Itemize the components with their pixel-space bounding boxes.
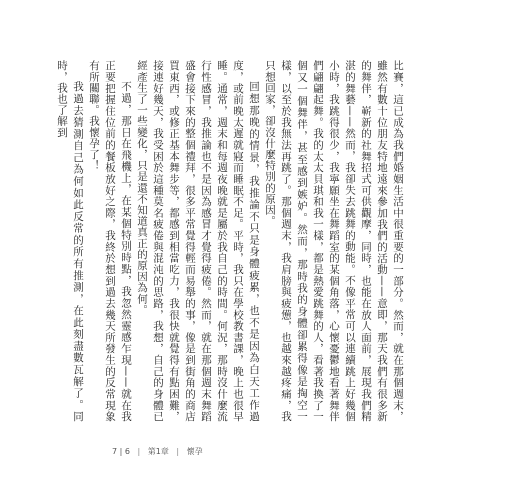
footer-separator: | [176, 447, 180, 456]
paragraph: 回想那晚的情景，我推論不只是身體疲累，也不是因為白天工作過度，或前晚太遲就寢而睡眠不足。平時，我只在學校教書課，晚上也很早睡。通常，週末和每週夜晚就是屬於我自己的時間。何況，那時沒什麼流行性感冒，我推論也不是因為感冒才覺得疲倦。然而，就在那個週末舞蹈盛會接下來的整個禮拜，很多平常覺得輕而易舉的事，像是到街角的商店買東西，或修正基本舞步等，都感到相當吃力，我很快就覺得有點困難，接連好幾天，我受困於這種莫名疲倦與混沌的思路，我想，自己的身體已經產生了一些變化，只是還不知道真正的原因為何。 [136, 60, 260, 422]
paragraph: 不過，那日在飛機上，在某個特別時點，我忽然靈感乍現——就在我正要把握住位前的餐板放好之際，我終於想到過去幾天所發生的反常現象有所關聯。我懷孕了！ [88, 60, 132, 422]
chapter-title: 懷孕 [186, 447, 203, 456]
footer-separator: | [137, 447, 141, 456]
paragraph: 我過去猜測自己為何如此反常的所有推測，在此刻盡數瓦解了。同時，我也了解到 [56, 60, 84, 422]
chapter-label: 第1章 [147, 447, 169, 456]
paragraph: 比賽，這已成為我們婚姻生活中很重要的一部分。然而，就在那個週末，雖然有數十位朋友特地遠來參加我們的活動——意即，那天我們有很多新的舞伴，嶄新的社舞招式可供觀摩，同時，也能在放人面前，展現我們精湛的舞藝——然而，我卻失去跳舞的動能。不像平常可以連續跳上好幾個小時，我跳得很少，我寧願坐在舞蹈室的某個角落，心懷憂鬱地看著舞伴們翩翩起舞。我的太太貝琪和我一樣，都是熱愛跳舞的人，看著我換了一個又一個舞伴，甚至感到嫉妒。然而，那時我的身體卻累得像是掏空一樣，以至於我無法再跳了。那個週末，我肩膀與疲憊，也越來越疼痛，我只想回家，卻沒什麼特別的原因。 [264, 60, 404, 422]
page-number: 7 | 6 [112, 447, 130, 456]
page-footer [112, 446, 203, 457]
body-text [56, 60, 406, 422]
